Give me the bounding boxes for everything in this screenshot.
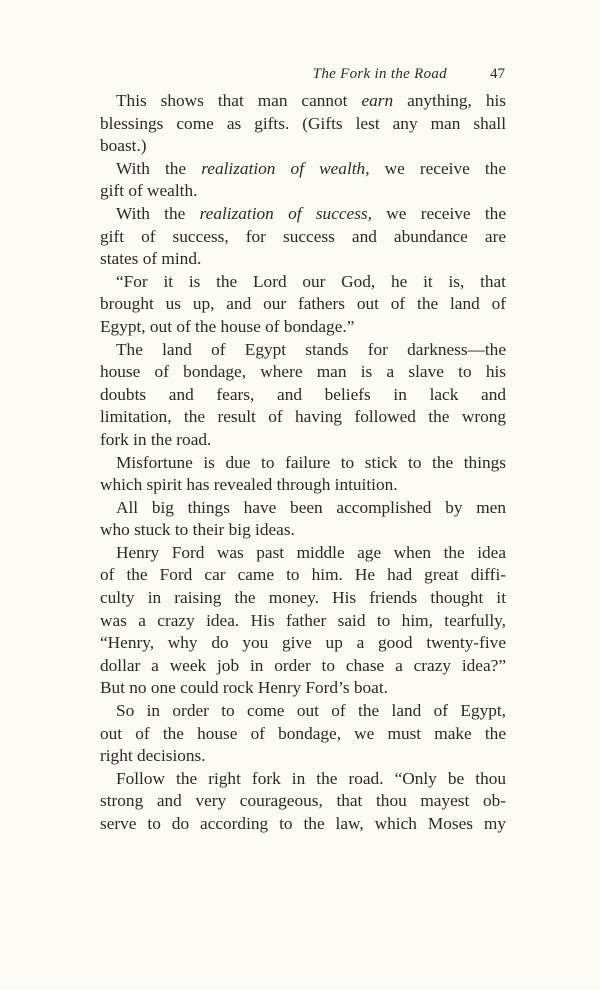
running-title: The Fork in the Road — [312, 66, 447, 82]
text-line — [100, 226, 506, 249]
text-line — [100, 632, 506, 655]
text-segment: All big things have been accomplished by men — [116, 497, 506, 517]
italic-emphasis: realization of success, — [199, 203, 372, 223]
text-segment: gift of success, for success and abundance are — [100, 226, 506, 246]
text-segment: of the Ford car came to him. He had great diffi- — [100, 565, 506, 585]
text-segment: “For it is the Lord our God, he it is, that — [116, 271, 506, 291]
text-line — [100, 113, 506, 136]
text-line — [100, 180, 506, 203]
paragraph — [100, 90, 506, 158]
text-segment: Egypt, out of the house of bondage.” — [100, 316, 355, 336]
text-line — [100, 452, 506, 475]
text-segment: blessings come as gifts. (Gifts lest any man shall — [100, 113, 506, 133]
text-segment: strong and very courageous, that thou mayest ob- — [100, 791, 506, 811]
text-segment: So in order to come out of the land of Egypt, — [116, 701, 506, 721]
text-line — [100, 271, 506, 294]
text-segment: gift of wealth. — [100, 181, 198, 201]
italic-emphasis: realization of wealth, — [201, 158, 370, 178]
text-line — [100, 768, 506, 791]
text-line — [100, 316, 506, 339]
text-segment: states of mind. — [100, 249, 202, 269]
text-line — [100, 90, 506, 113]
text-line — [100, 790, 506, 813]
text-segment: fork in the road. — [100, 429, 212, 449]
text-segment: serve to do according to the law, which Moses my — [100, 814, 506, 833]
page-number: 47 — [490, 66, 505, 82]
text-segment: right decisions. — [100, 746, 206, 766]
text-segment: “Henry, why do you give up a good twenty-five — [100, 633, 506, 653]
text-segment: culty in raising the money. His friends thought it — [100, 588, 506, 608]
text-line — [100, 745, 506, 768]
text-segment: With the — [116, 203, 200, 223]
paragraph — [100, 768, 506, 836]
text-line — [100, 587, 506, 610]
text-segment: house of bondage, where man is a slave to his — [100, 362, 506, 382]
text-line — [100, 497, 506, 520]
text-line — [100, 813, 506, 836]
paragraph — [100, 700, 506, 768]
body-text — [100, 90, 506, 836]
text-line — [100, 361, 506, 384]
running-header — [100, 66, 505, 88]
paragraph — [100, 271, 506, 339]
paragraph — [100, 452, 506, 497]
paragraph — [100, 339, 506, 452]
text-segment: boast.) — [100, 136, 147, 156]
text-line — [100, 158, 506, 181]
text-segment: out of the house of bondage, we must make the — [100, 723, 506, 743]
text-line — [100, 203, 506, 226]
text-segment: limitation, the result of having followed the wrong — [100, 407, 506, 427]
text-line — [100, 723, 506, 746]
text-segment: But no one could rock Henry Ford’s boat. — [100, 678, 388, 698]
text-line — [100, 429, 506, 452]
text-line — [100, 610, 506, 633]
text-line — [100, 474, 506, 497]
text-segment: dollar a week job in order to chase a crazy idea?” — [100, 655, 506, 675]
text-segment: The land of Egypt stands for darkness—the — [116, 339, 506, 359]
text-line — [100, 135, 506, 158]
text-segment: Follow the right fork in the road. “Only be thou — [116, 768, 506, 788]
text-line — [100, 293, 506, 316]
text-line — [100, 248, 506, 271]
text-segment: was a crazy idea. His father said to him, tearfully, — [100, 610, 506, 630]
text-line — [100, 406, 506, 429]
text-segment: who stuck to their big ideas. — [100, 520, 295, 540]
italic-emphasis: earn — [361, 91, 394, 110]
text-line — [100, 542, 506, 565]
text-segment: brought us up, and our fathers out of the land of — [100, 294, 506, 314]
text-segment: Misfortune is due to failure to stick to the things — [116, 452, 506, 472]
paragraph — [100, 203, 506, 271]
text-segment: which spirit has revealed through intuition. — [100, 475, 398, 495]
paragraph — [100, 542, 506, 700]
text-segment: With the — [116, 158, 202, 178]
text-line — [100, 700, 506, 723]
text-line — [100, 339, 506, 362]
text-segment: Henry Ford was past middle age when the idea — [116, 542, 506, 562]
paragraph — [100, 497, 506, 542]
text-segment: we receive the — [369, 158, 506, 178]
text-line — [100, 519, 506, 542]
text-line — [100, 677, 506, 700]
text-line — [100, 564, 506, 587]
text-line — [100, 384, 506, 407]
text-segment: anything, his — [393, 91, 506, 110]
text-line — [100, 655, 506, 678]
paragraph — [100, 158, 506, 203]
text-segment: doubts and fears, and beliefs in lack and — [100, 384, 506, 404]
text-segment: we receive the — [371, 203, 506, 223]
text-segment: This shows that man cannot — [116, 91, 362, 110]
